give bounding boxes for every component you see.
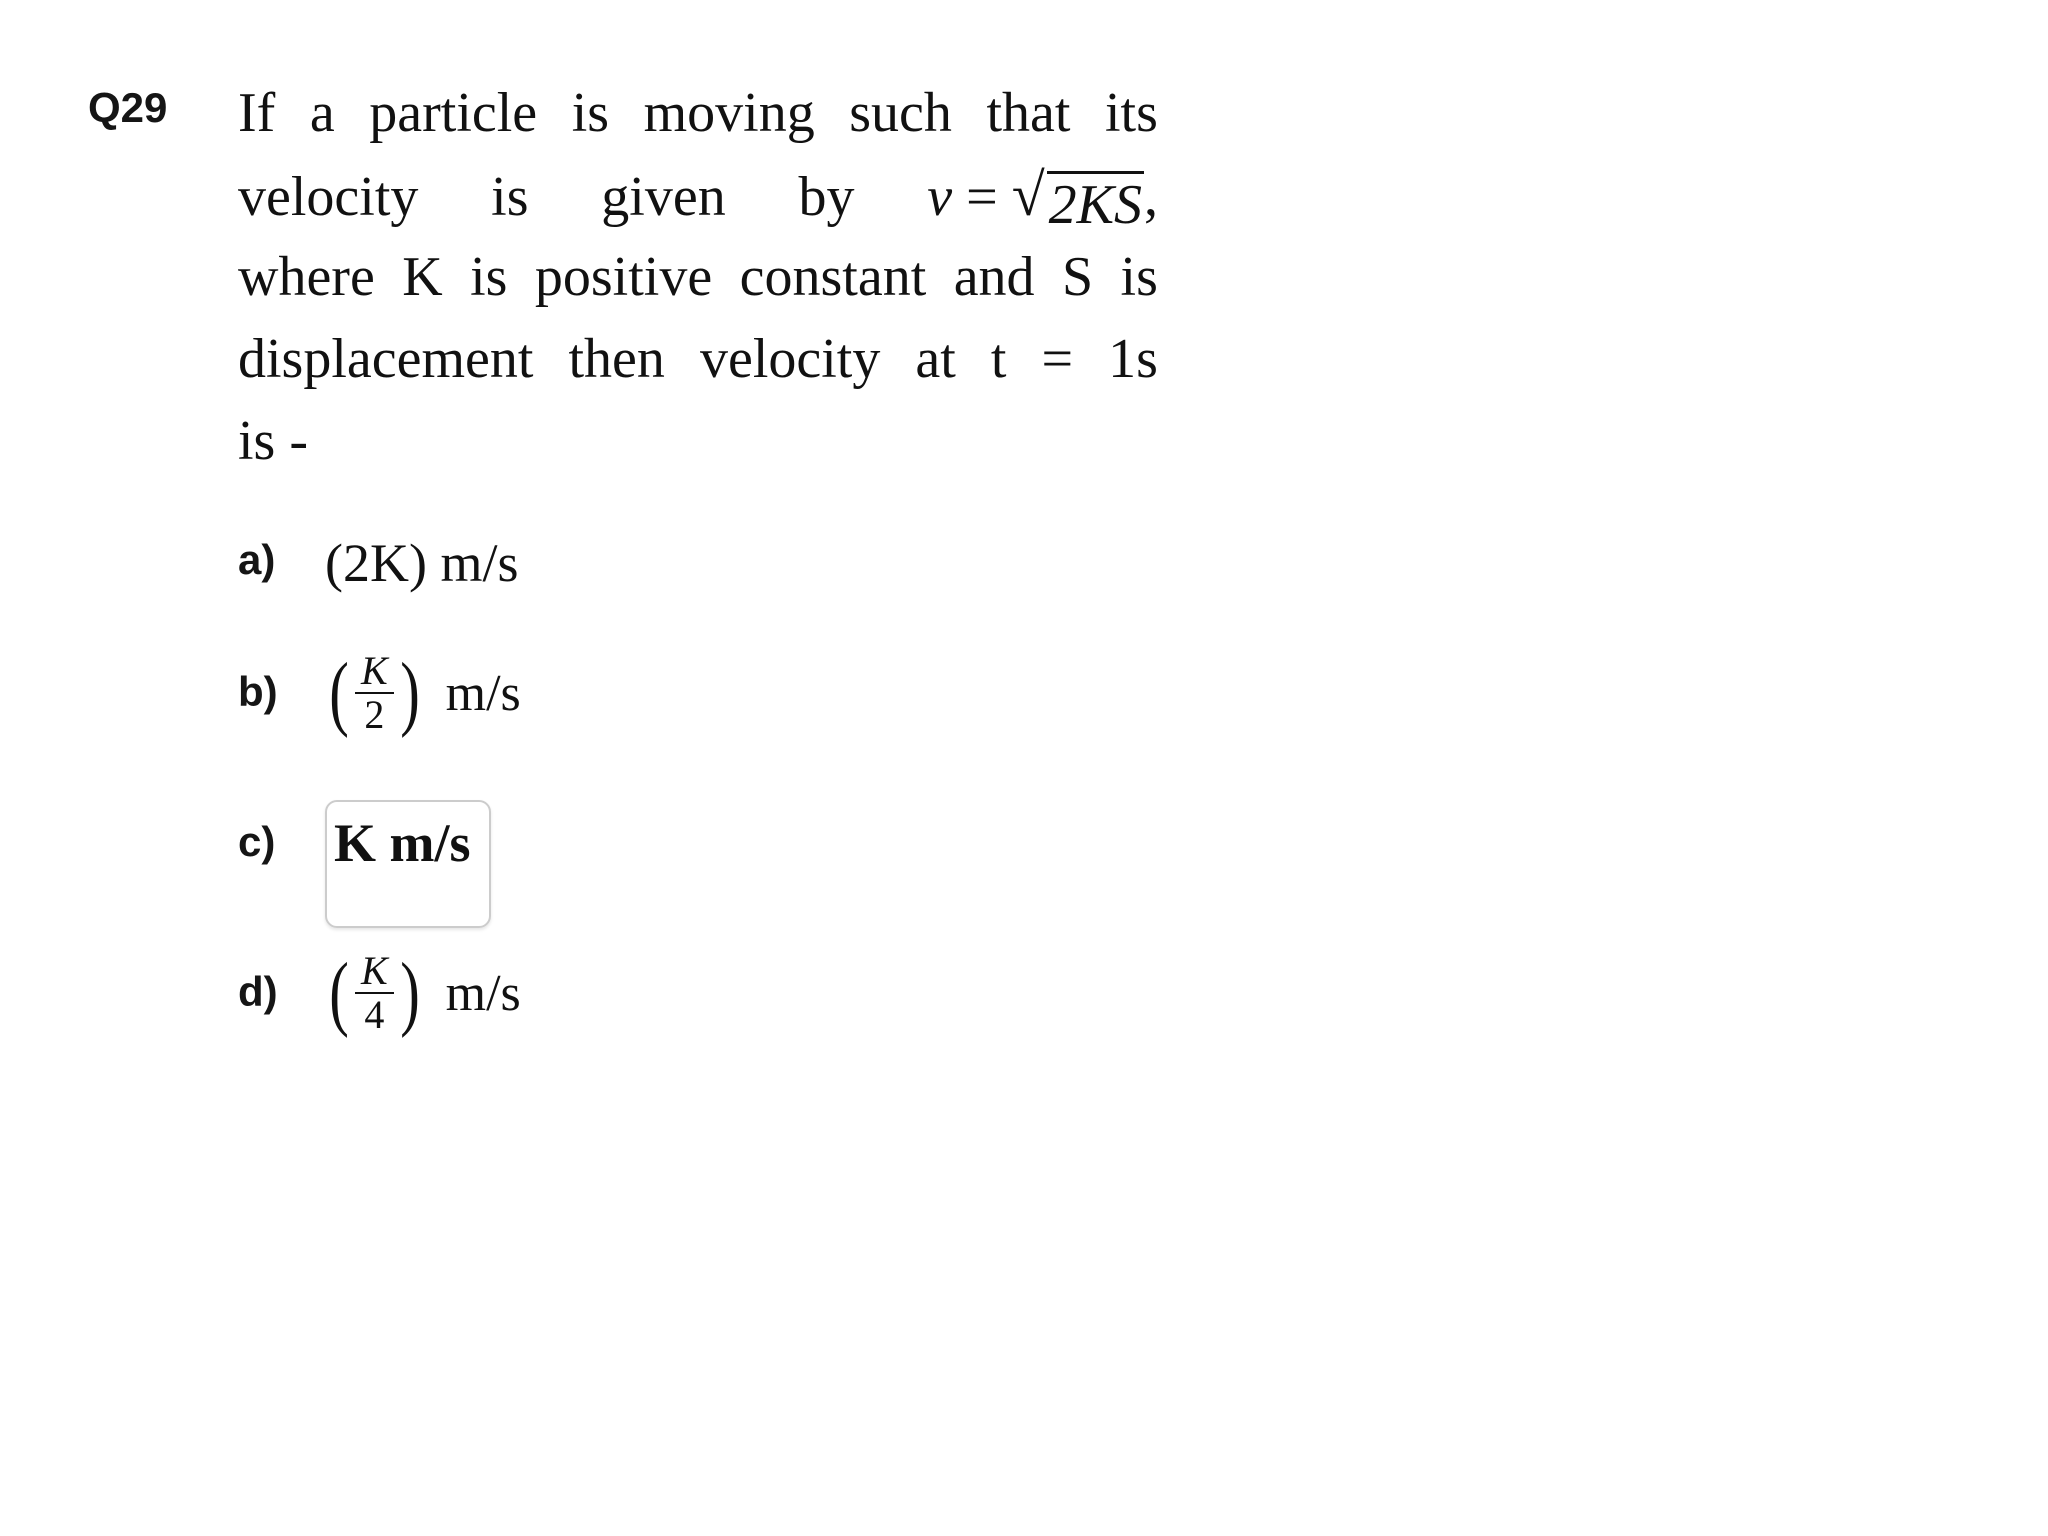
fraction xyxy=(355,650,394,736)
stem-line-5: is - xyxy=(238,410,308,472)
close-paren: ) xyxy=(399,646,420,739)
option-d-label[interactable]: d) xyxy=(238,968,278,1015)
stem-line-1 xyxy=(238,72,1158,154)
stem-line-2 xyxy=(238,154,1158,236)
formula-equals: = xyxy=(966,166,998,228)
stem-word: moving xyxy=(643,82,815,144)
radical-sign-icon: √ xyxy=(1011,162,1045,228)
stem-word: is xyxy=(1120,246,1158,308)
fraction-numerator: K xyxy=(355,950,394,994)
stem-word: is xyxy=(470,246,508,308)
stem-word: particle xyxy=(369,82,538,144)
stem-word: that xyxy=(986,82,1071,144)
stem-word: given xyxy=(601,166,726,228)
stem-word: then xyxy=(568,328,665,390)
stem-word: at xyxy=(915,328,956,390)
stem-word: velocity xyxy=(238,166,419,228)
fraction-expression xyxy=(325,646,521,739)
close-paren: ) xyxy=(399,946,420,1039)
option-c-label[interactable]: c) xyxy=(238,818,276,865)
stem-word: velocity xyxy=(699,328,881,390)
formula-variable-v: v xyxy=(927,166,953,228)
stem-word: S xyxy=(1061,246,1094,308)
stem-line-3 xyxy=(238,236,1158,318)
option-a-label[interactable]: a) xyxy=(238,536,276,583)
option-d-text[interactable] xyxy=(325,946,521,1039)
stem-word: such xyxy=(849,82,952,144)
stem-word: its xyxy=(1105,82,1158,144)
unit-label: m/s xyxy=(445,964,521,1022)
formula-radicand: 2KS xyxy=(1047,171,1144,236)
fraction-denominator: 4 xyxy=(364,992,385,1037)
stem-word: and xyxy=(953,246,1035,308)
stem-word: If xyxy=(238,82,276,144)
stem-word: K xyxy=(402,246,443,308)
option-a-text[interactable]: (2K) m/s xyxy=(325,533,519,593)
open-paren: ( xyxy=(329,646,349,739)
option-c-text[interactable]: K m/s xyxy=(334,813,471,873)
stem-word: = xyxy=(1041,328,1074,390)
stem-word: positive xyxy=(534,246,713,308)
stem-word: 1s xyxy=(1108,328,1158,390)
open-paren: ( xyxy=(329,946,349,1039)
stem-word: where xyxy=(238,246,375,308)
stem-word: displacement xyxy=(238,328,534,390)
question-number: Q29 xyxy=(88,84,168,131)
fraction xyxy=(355,950,394,1036)
formula-comma: , xyxy=(1143,166,1158,228)
stem-word: t xyxy=(990,328,1007,390)
stem-word: constant xyxy=(739,246,927,308)
stem-line-4 xyxy=(238,318,1158,400)
stem-word: a xyxy=(309,82,335,144)
fraction-numerator: K xyxy=(355,650,394,694)
option-b-text[interactable] xyxy=(325,646,521,739)
stem-word: is xyxy=(571,82,610,144)
stem-word: by xyxy=(798,166,855,228)
question-stem xyxy=(238,72,1158,482)
fraction-expression xyxy=(325,946,521,1039)
fraction-denominator: 2 xyxy=(364,692,385,737)
option-b-label[interactable]: b) xyxy=(238,668,278,715)
stem-word: is xyxy=(491,166,529,228)
velocity-formula xyxy=(927,154,1158,238)
unit-label: m/s xyxy=(445,664,521,722)
square-root xyxy=(1012,154,1144,236)
